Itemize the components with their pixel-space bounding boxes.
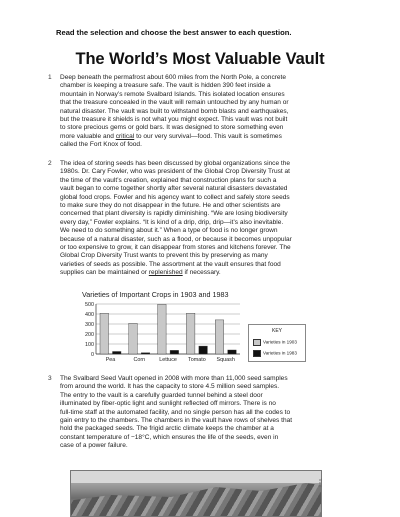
- bar-lettuce-1903: [158, 304, 167, 354]
- instruction-text: Read the selection and choose the best answer to each question.: [56, 28, 292, 37]
- paragraph-line: chamber is keeping a treasure safe. The vault is hidden 390 feet inside a: [60, 82, 271, 90]
- paragraph-line: supplies can be maintained or: [60, 269, 149, 277]
- photo-mountain: [70, 479, 322, 517]
- crop-varieties-chart: [78, 290, 298, 368]
- paragraph-line: 1980s. Dr. Cary Fowler, who was president of the Global Crop Diversity Trust at: [60, 168, 290, 176]
- y-tick-label: 0: [91, 351, 94, 358]
- bar-tomato-1903: [186, 313, 195, 354]
- paragraph-line: but the treasure it shields is not what you might expect. This vault was not built: [60, 116, 288, 124]
- paragraph-line: mountain in Norway’s remote Svalbard Islands. This isolated location ensures: [60, 90, 285, 98]
- paragraph-line: more valuable and: [60, 132, 116, 140]
- paragraph-line: The Svalbard Seed Vault opened in 2008 with more than 11,000 seed samples: [60, 375, 288, 382]
- paragraph-line: The entry to the vault is a carefully guarded tunnel behind a steel door: [60, 391, 263, 399]
- article-title: The World’s Most Valuable Vault: [75, 50, 325, 68]
- underlined-word-critical: critical: [115, 132, 135, 140]
- paragraph-number: 1: [48, 74, 52, 81]
- y-tick-label: 100: [85, 341, 94, 348]
- paragraph-line: We need to do something about it.” When a type of food is no longer grown: [60, 227, 278, 235]
- x-tick-label: Squash: [216, 357, 235, 363]
- y-tick-label: 300: [85, 321, 94, 328]
- paragraph-line: hold the packaged seeds. The frigid arctic climate keeps the chamber at a: [60, 425, 274, 433]
- x-tick-label: Tomato: [188, 357, 206, 363]
- paragraph-line: varieties of seeds as possible. The assortment at the vault ensures that food: [60, 260, 281, 268]
- paragraph-line: called the Fort Knox of food.: [60, 141, 142, 149]
- chart-title: Varieties of Important Crops in 1903 and 1983: [82, 290, 229, 299]
- paragraph-line: that the treasure concealed in the vault will remain untouched by any human or: [60, 99, 289, 107]
- bar-squash-1903: [215, 320, 224, 354]
- paragraph-3: [48, 375, 340, 451]
- legend-title: KEY: [271, 328, 282, 334]
- legend-entry-1903: [253, 339, 297, 346]
- legend-label-1983: Varieties in 1983: [263, 350, 297, 356]
- paragraph-line: to make sure they do not disappear in the future. He and other scientists are: [60, 202, 281, 210]
- y-tick-label: 200: [85, 331, 94, 338]
- chart-legend: [248, 324, 306, 362]
- legend-swatch-1903: [253, 339, 261, 346]
- bar-squash-1983: [228, 350, 237, 354]
- chart-plot: [78, 300, 248, 368]
- paragraph-line: full-time staff at the automated facility, and no single person has all the codes to: [60, 408, 291, 416]
- paragraph-1: [48, 74, 340, 150]
- paragraph-line: natural disaster. The vault was built to withstand bomb blasts and earthquakes,: [60, 107, 289, 115]
- bar-pea-1983: [113, 352, 122, 355]
- photo-credit: Trust: [318, 478, 323, 488]
- paragraph-line: global food crops. Fowler and his agency want to collect and safely store seeds: [60, 193, 290, 201]
- paragraph-line: Deep beneath the permafrost about 600 miles from the North Pole, a concrete: [60, 74, 286, 81]
- paragraph-line: if necessary.: [182, 269, 221, 277]
- paragraph-number: 3: [48, 375, 52, 382]
- y-tick-label: 500: [85, 301, 94, 308]
- legend-label-1903: Varieties in 1903: [263, 339, 297, 345]
- bar-pea-1903: [100, 313, 109, 354]
- paragraph-line: vault began to come together shortly after several natural disasters devastated: [60, 185, 288, 193]
- paragraph-line: to our very survival—food. This vault is sometimes: [134, 132, 282, 140]
- paragraph-line: The idea of storing seeds has been discussed by global organizations since the: [60, 160, 291, 167]
- bar-lettuce-1983: [170, 350, 179, 354]
- x-tick-label: Pea: [105, 357, 116, 363]
- legend-swatch-1983: [253, 350, 261, 357]
- paragraph-2: [48, 160, 340, 278]
- paragraph-line: Global Crop Diversity Trust wants to prevent this by preserving as many: [60, 252, 268, 260]
- paragraph-line: or too expensive to grow, it can disappear from stores and kitchens forever. The: [60, 244, 291, 252]
- paragraph-line: illuminated by fiber-optic light and sunlight reflected off mirrors. There is no: [60, 400, 276, 408]
- y-tick-label: 400: [85, 311, 94, 318]
- photo-sky: [71, 471, 321, 483]
- paragraph-line: concerned that plant diversity is rapidly diminishing. “We are losing biodiversity: [60, 210, 288, 218]
- paragraph-line: constant temperature of −18°C, which ensures the life of the seeds, even in: [60, 433, 279, 441]
- underlined-word-replenished: replenished: [148, 269, 183, 277]
- paragraph-line: to store precious gems or gold bars. It was designed to store something even: [60, 124, 284, 132]
- paragraph-line: gain entry to the chambers. The chambers in the vault have rows of shelves that: [60, 417, 293, 425]
- paragraph-line: every day,” Fowler explains. “It is kind of a drip, drip, drip—it’s also inevitable.: [60, 218, 284, 226]
- x-tick-label: Corn: [133, 357, 146, 363]
- paragraph-line: because of a natural disaster, such as a flood, or because it becomes unpopular: [60, 235, 292, 243]
- bar-corn-1983: [141, 353, 150, 354]
- bar-corn-1903: [129, 323, 138, 354]
- paragraph-line: the time of the vault’s creation, explained that construction plans for such a: [60, 176, 277, 184]
- paragraph-line: from around the world. It has the capacity to store 4.5 million seed samples.: [60, 383, 280, 391]
- paragraph-number: 2: [48, 160, 52, 167]
- x-tick-label: Lettuce: [159, 357, 177, 363]
- paragraph-line: case of a power failure.: [60, 442, 128, 450]
- bar-tomato-1983: [199, 346, 208, 354]
- legend-entry-1983: [253, 350, 297, 357]
